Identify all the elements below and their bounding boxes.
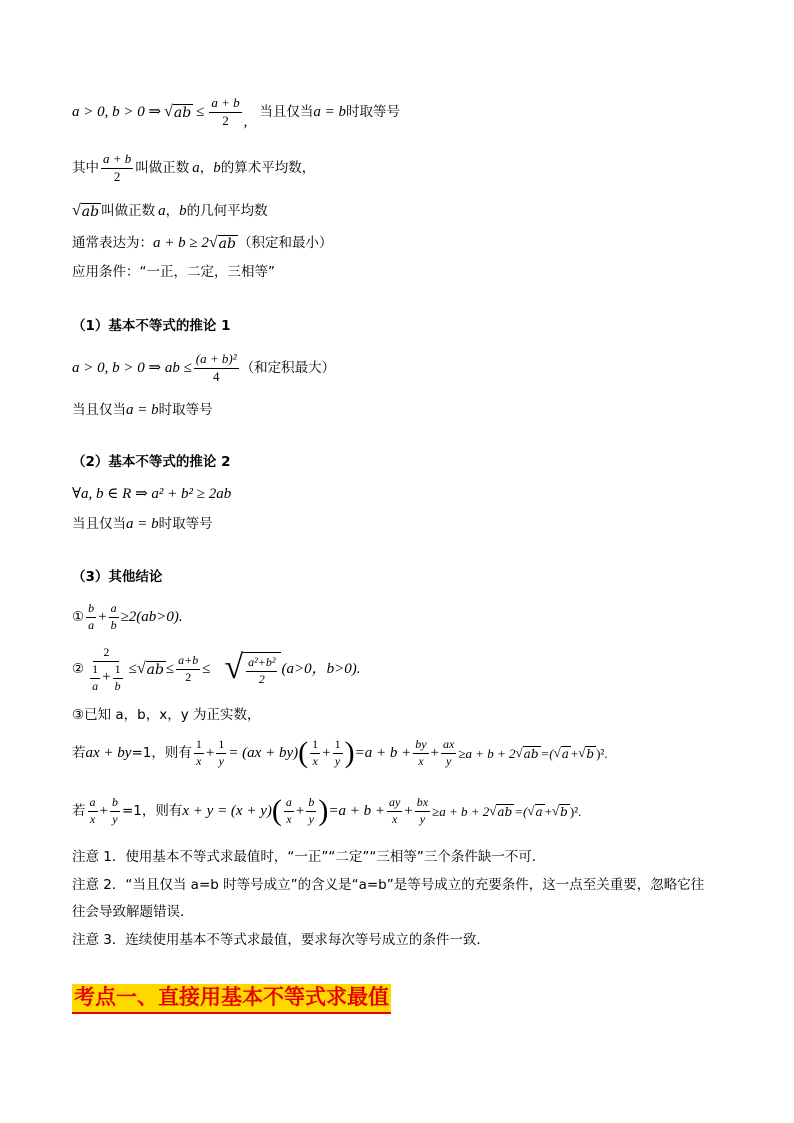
plus: +: [322, 744, 331, 761]
premise-math: a > 0, b > 0 ⇒: [72, 103, 162, 120]
conclusion-3a: [72, 738, 608, 769]
plus: +: [430, 744, 440, 761]
condition-math: ax + by: [85, 744, 132, 761]
text-prefix: 当且仅当: [72, 515, 126, 532]
mean-fraction: $\frac{a + b}{2}$: [211, 95, 240, 128]
one-over-y: $\frac{1}{y}$: [334, 737, 341, 768]
sqrt-ab: √ ab: [164, 102, 192, 121]
corollary-2-formula: [72, 487, 231, 502]
note-3: 注意 3．连续使用基本不等式求最值，要求每次等号成立的条件一致．: [72, 932, 490, 948]
plus: +: [295, 802, 305, 819]
conclusion-1: [72, 602, 183, 633]
expansion-math: =a + b +: [328, 802, 385, 819]
le-sign: ≤: [202, 661, 211, 678]
b-over-y: $\frac{b}{y}$: [111, 795, 118, 826]
one-over-x: $\frac{1}{x}$: [312, 737, 319, 768]
section-heading: 考点一、直接用基本不等式求最值: [72, 984, 391, 1014]
open-paren: (: [298, 736, 309, 770]
product-math: x + y = (x + y): [182, 802, 272, 819]
expression-math: a + b ≥ 2: [153, 235, 209, 252]
text-prefix: 其中: [72, 159, 99, 176]
text-body: 叫做正数: [101, 202, 156, 219]
conclusion-3b: [72, 796, 581, 827]
fraction-a-over-b: $\frac{a}{b}$: [110, 601, 117, 632]
text-prefix: 若: [72, 802, 86, 819]
a-over-x: $\frac{a}{x}$: [285, 795, 292, 826]
le-sign: ≤: [128, 661, 137, 678]
plus: +: [99, 802, 108, 819]
corollary-1-formula: [72, 352, 335, 385]
text-prefix: 通常表达为：: [72, 234, 153, 251]
close: )².: [596, 745, 608, 761]
plus: +: [544, 803, 553, 819]
var-a: a: [192, 159, 200, 176]
one-over-b: $\frac{1}{b}$: [114, 661, 121, 693]
sqrt-ab: √ ab: [208, 234, 236, 252]
equality-math: a = b: [126, 402, 159, 418]
a-over-x: $\frac{a}{x}$: [89, 795, 96, 826]
bound-math: ≥a + b + 2: [432, 803, 490, 819]
one-over-y: $\frac{1}{y}$: [218, 737, 225, 768]
text-suffix: 时取等号: [158, 401, 213, 418]
sqrt-ab: √ ab: [515, 744, 539, 761]
fraction-b-over-a: $\frac{b}{a}$: [88, 601, 95, 632]
plus: +: [404, 802, 413, 819]
equals: =(: [514, 803, 528, 819]
plus: +: [205, 744, 215, 761]
var-b: b: [213, 159, 221, 176]
ay-over-x: $\frac{ay}{x}$: [388, 795, 401, 826]
condition-text: =1，则有: [131, 744, 192, 761]
bx-over-y: $\frac{bx}{y}$: [416, 795, 429, 826]
equality-math: a = b: [126, 516, 159, 532]
section-2-title: （2）基本不等式的推论 2: [72, 454, 231, 470]
one-over-x: $\frac{1}{x}$: [195, 737, 202, 768]
note-2-line-2: 往会导致解题错误．: [72, 904, 194, 920]
condition-text: =1，则有: [121, 802, 183, 819]
corollary-2-equality: [72, 517, 213, 532]
formula-math: ∀a, b ∈ R ⇒ a² + b² ≥ 2ab: [72, 486, 232, 502]
by-over-x: $\frac{by}{x}$: [415, 737, 427, 768]
expansion-math: =a + b +: [354, 744, 412, 761]
text-prefix: 若: [72, 744, 86, 761]
equals: =(: [540, 745, 554, 761]
close-paren: ): [344, 736, 355, 770]
sqrt-ab: √ ab: [72, 202, 100, 220]
conclusion-2: [72, 646, 360, 693]
le-sign: ≤: [196, 103, 205, 120]
corollary-1-equality: [72, 403, 213, 418]
section-1-title: （1）基本不等式的推论 1: [72, 318, 231, 334]
section-3-title: （3）其他结论: [72, 569, 163, 585]
var-a: a: [158, 203, 166, 220]
arith-mean-fraction: $\frac{a+b}{2}$: [178, 653, 199, 685]
application-condition-line: [72, 266, 275, 280]
arithmetic-mean-line: [72, 152, 315, 185]
text-suffix: 的算术平均数，: [220, 159, 316, 176]
square-fraction: $\frac{\text{(a + b)²}}{4}$: [195, 351, 237, 384]
formula-math: a > 0, b > 0 ⇒ ab ≤: [72, 359, 192, 376]
note-1: 注意 1．使用基本不等式求最值时，“一正”“二定”“三相等”三个条件缺一不可．: [72, 849, 546, 865]
plus: +: [570, 745, 579, 761]
close: )².: [569, 803, 582, 819]
close-paren: ): [318, 794, 329, 828]
bound-math: ≥a + b + 2: [458, 745, 516, 761]
text-suffix: 的几何平均数: [186, 202, 268, 219]
usual-expression-line: [72, 235, 332, 252]
sqrt-b: √ b: [552, 802, 568, 819]
ax-over-y: $\frac{ax}{y}$: [443, 737, 455, 768]
text-body: ③已知 a，b，x，y 为正实数，: [72, 707, 261, 723]
condition-math: a = b: [313, 103, 347, 120]
conclusion-1-rest: ≥2(ab>0).: [120, 608, 183, 625]
text-suffix: （和定积最大）: [240, 359, 336, 376]
text-prefix: 当且仅当: [72, 401, 126, 418]
comma: ,: [243, 113, 248, 130]
le-sign: ≤: [165, 661, 175, 678]
text-body: 叫做正数: [135, 159, 190, 176]
note-2-line-1: 注意 2．“当且仅当 a=b 时等号成立”的含义是“a=b”是等号成立的充要条件，这一点至关重要，忽略它往: [72, 877, 705, 893]
text-body: 应用条件：“一正，二定，三相等”: [72, 264, 275, 280]
sqrt-ab: √ ab: [489, 802, 513, 819]
product-math: = (ax + by): [228, 744, 299, 761]
conclusion-2-rest: (a>0，b>0).: [281, 661, 361, 678]
condition-text: 当且仅当: [259, 103, 314, 120]
circled-1: ①: [72, 608, 85, 625]
quadratic-mean-fraction: $\frac{\text{a²+b²}}{2}$: [248, 655, 276, 687]
inequality-definition-line: [72, 96, 400, 129]
separator: ，: [165, 202, 180, 219]
arith-mean-fraction: $\frac{a + b}{2}$: [103, 151, 132, 184]
sqrt-a: √ a: [527, 802, 543, 819]
open-paren: (: [271, 794, 282, 828]
sqrt-b: √ b: [578, 744, 595, 761]
conclusion-3-intro: [72, 709, 261, 723]
condition-text-2: 时取等号: [346, 103, 401, 120]
sqrt-a: √ a: [553, 744, 569, 761]
var-b: b: [179, 203, 187, 220]
text-suffix: 时取等号: [158, 515, 213, 532]
geometric-mean-line: [72, 203, 268, 220]
plus: +: [98, 608, 107, 625]
harmonic-mean-fraction: 2 $\frac{1}{a}$ + $\frac{1}{b}$: [92, 645, 121, 693]
separator: ，: [199, 159, 214, 176]
b-over-y: $\frac{b}{y}$: [308, 795, 315, 826]
text-suffix: （积定和最小）: [237, 234, 333, 251]
circled-2: ②: [72, 660, 85, 677]
sqrt-quadratic-mean: √ $\frac{\text{a²+b²}}{2}$: [224, 652, 281, 687]
one-over-a: $\frac{1}{a}$: [92, 661, 99, 693]
sqrt-ab: √ ab: [136, 660, 164, 678]
plus: +: [102, 669, 111, 686]
